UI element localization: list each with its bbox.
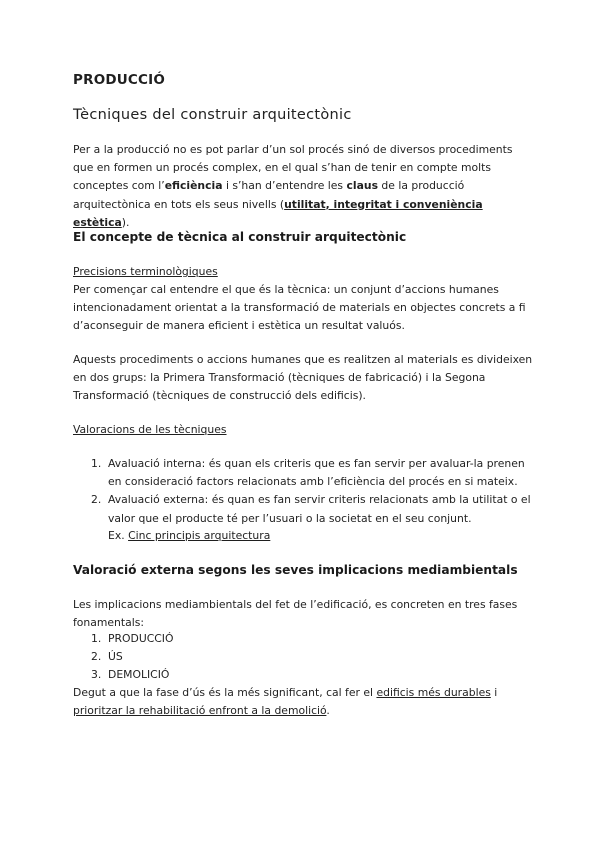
link-prioritzar-rehabilitacio[interactable]: prioritzar la rehabilitació enfront a la demolició	[73, 704, 327, 718]
page-subtitle: Tècniques del construir arquitectònic	[73, 107, 352, 123]
section1-paragraph-2: Aquests procediments o accions humanes que es realitzen al materials es divideixen en dos grups: la Primera Transformació (tècniques de fabricació) i la Segona Transformació (tècniques de construcció dels edificis).	[73, 353, 533, 403]
example-line: Ex. Cinc principis arquitectura	[108, 529, 271, 542]
list-item: 1. PRODUCCIÓ	[91, 632, 174, 645]
section2-paragraph-1: Les implicacions mediambientals del fet de l’edificació, es concreten en tres fases fonamentals:	[73, 598, 518, 630]
intro-text-2: i s’han d’entendre les	[222, 179, 347, 193]
intro-text-4: ).	[121, 215, 130, 229]
list-item: 2. Avaluació externa: és quan es fan servir criteris relacionats amb la utilitat o el valor que el producte té per l’usuari o la societat en el seu conjunt.	[91, 493, 531, 525]
list-item: 2. ÚS	[91, 650, 123, 664]
section1-heading: El concepte de tècnica al construir arquitectònic	[73, 230, 407, 244]
fases-list	[73, 630, 533, 685]
list-item: 1. Avaluació interna: és quan els criteris que es fan servir per avaluar-la prenen en consideració factors relacionats amb l’eficiència del procés en si mateix.	[91, 457, 525, 489]
list-item: 3. DEMOLICIÓ	[91, 668, 170, 682]
link-edificis-durables[interactable]: edificis més durables	[376, 686, 491, 699]
page-title: PRODUCCIÓ	[73, 72, 166, 88]
intro-text-3: de la producció arquitectònica en tots els seus nivells (	[73, 179, 465, 211]
intro-text-1: Per a la producció no es pot parlar d’un sol procés sinó de diversos procediments que en formen un procés complex, en el qual s’han de tenir en compte molts conceptes com l’	[73, 143, 513, 193]
section1-subheading-precisions: Precisions terminològiques	[73, 265, 218, 278]
valoracions-list	[73, 455, 533, 528]
intro-bold-eficiencia: eficiència	[164, 179, 223, 193]
intro-paragraph	[73, 141, 533, 232]
section2-heading: Valoració externa segons les seves implicacions mediambientals	[73, 563, 518, 577]
intro-underlined-values: utilitat, integritat i conveniència estètica	[73, 197, 483, 229]
section1-subheading-valoracions: Valoracions de les tècniques	[73, 423, 227, 436]
intro-bold-claus: claus	[346, 179, 378, 193]
section2-conclusion: Degut a que la fase d’ús és la més significant, cal fer el edificis més durables i prioritzar la rehabilitació enfront a la demolició.	[73, 686, 498, 718]
section1-paragraph-1: Per començar cal entendre el que és la tècnica: un conjunt d’accions humanes intencionadament orientat a la transformació de materials en objectes concrets a fi d’aconseguir de manera eficient i estètica un resultat valuós.	[73, 283, 526, 333]
example-link[interactable]: Cinc principis arquitectura	[128, 529, 271, 542]
